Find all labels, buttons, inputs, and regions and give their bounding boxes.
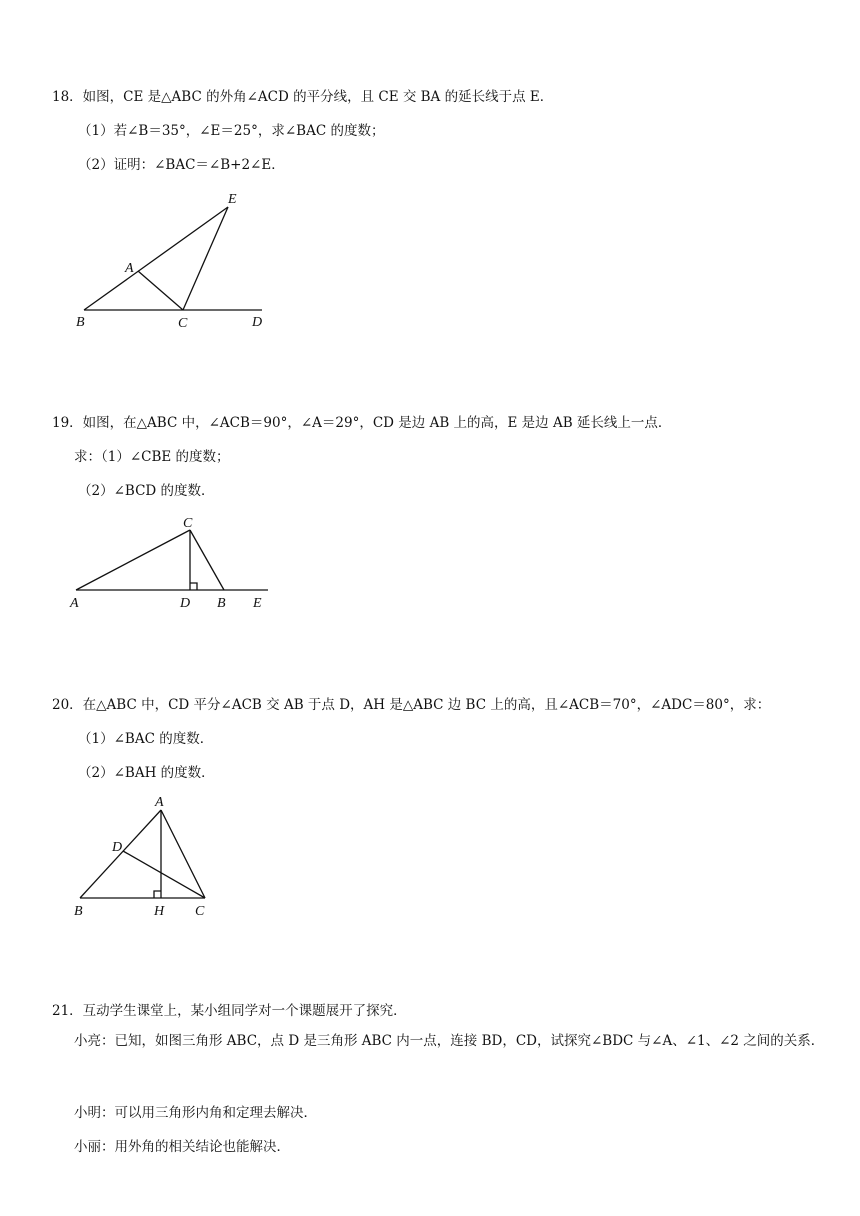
- q18-label-e: E: [228, 192, 237, 207]
- q21-stem: 21．互动学生课堂上，某小组同学对一个课题展开了探究．: [52, 1003, 407, 1019]
- q20-label-h: H: [154, 904, 165, 919]
- q20-label-a: A: [155, 795, 164, 810]
- q19-label-e: E: [253, 596, 262, 611]
- q19-part1: 求：（1）∠CBE 的度数；: [74, 449, 230, 465]
- q19-part2: （2）∠BCD 的度数．: [78, 483, 215, 499]
- q20-right-angle-mark: [154, 891, 161, 898]
- q19-label-d: D: [180, 596, 191, 611]
- q20-label-b: B: [74, 904, 83, 919]
- q20-part1: （1）∠BAC 的度数．: [78, 731, 214, 747]
- q18-label-c: C: [178, 316, 188, 331]
- q21-para1: 小亮：已知，如图三角形 ABC，点 D 是三角形 ABC 内一点，连接 BD，CD，试探究∠BDC 与∠A、∠1、∠2 之间的关系．: [74, 1033, 825, 1049]
- q19-label-a: A: [70, 596, 79, 611]
- q21-para2: 小明：可以用三角形内角和定理去解决．: [74, 1105, 317, 1121]
- q18-stem: 18．如图，CE 是△ABC 的外角∠ACD 的平分线，且 CE 交 BA 的延长线于点 E．: [52, 89, 554, 105]
- q20-part2: （2）∠BAH 的度数．: [78, 765, 215, 781]
- q18-label-b: B: [76, 315, 85, 330]
- q18-part2: （2）证明：∠BAC＝∠B+2∠E．: [78, 157, 285, 173]
- q18-label-a: A: [125, 261, 134, 276]
- q19-label-c: C: [183, 516, 193, 531]
- q18-part1: （1）若∠B＝35°，∠E＝25°，求∠BAC 的度数；: [78, 123, 385, 139]
- q21-para3: 小丽：用外角的相关结论也能解决．: [74, 1139, 290, 1155]
- q19-label-b: B: [217, 596, 226, 611]
- q20-stem: 20．在△ABC 中，CD 平分∠ACB 交 AB 于点 D，AH 是△ABC 边 BC 上的高，且∠ACB＝70°，∠ADC＝80°，求：: [52, 697, 771, 713]
- q19-stem: 19．如图，在△ABC 中，∠ACB＝90°，∠A＝29°，CD 是边 AB 上的高，E 是边 AB 延长线上一点．: [52, 415, 672, 431]
- q20-label-c: C: [195, 904, 205, 919]
- q20-label-d: D: [112, 840, 123, 855]
- q18-label-d: D: [252, 315, 263, 330]
